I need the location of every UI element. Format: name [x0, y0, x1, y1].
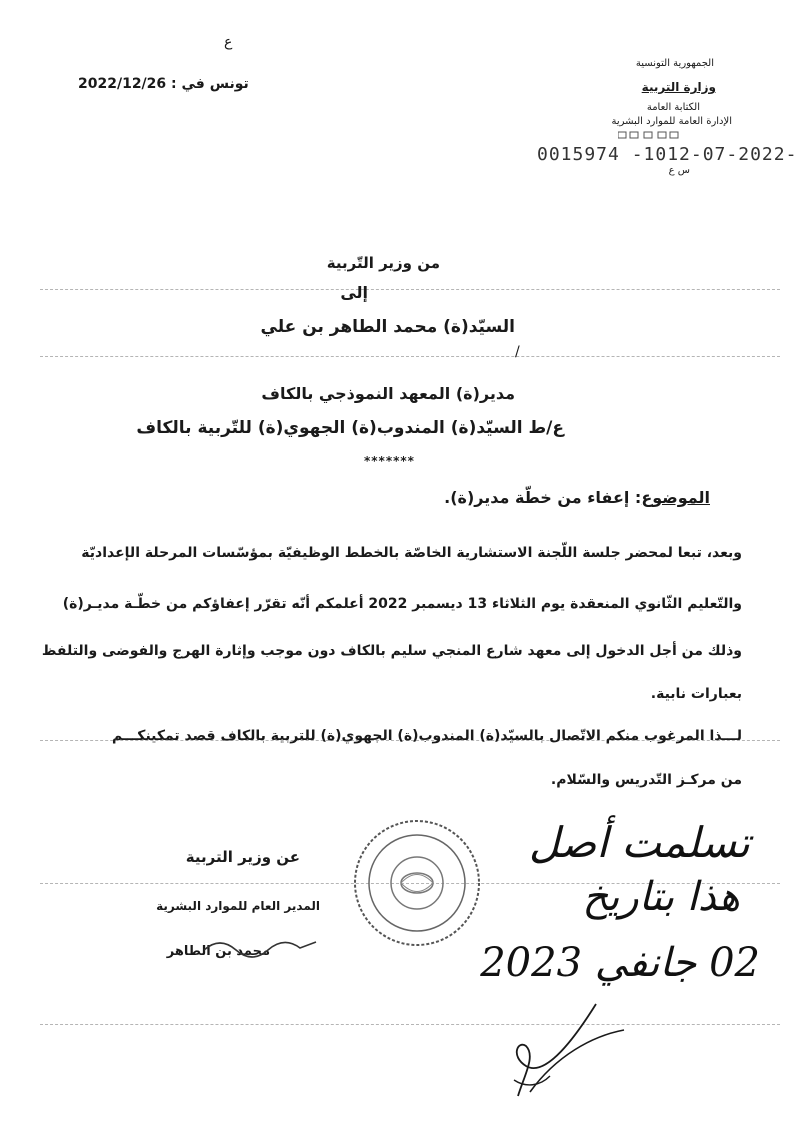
body-line: وبعد، تبعا لمحضر جلسة اللّجنة الاستشارية الخاصّة بالخطط الوظيفيّة بمؤسّسات المرحلة الإعداديّة	[81, 545, 742, 561]
subject-text: : إعفاء من خطّة مدير(ة).	[444, 488, 642, 507]
signature-position: المدير العام للموارد البشرية	[156, 899, 320, 913]
body-line: والتّعليم الثّانوي المنعقدة يوم الثلاثاء 13 ديسمبر 2022 أعلمكم أنّه تقرّر إعفاؤكم من خطّـة مديـر(ة)	[62, 596, 742, 612]
handwritten-mark: /	[515, 344, 520, 360]
body-line: من مركـز التّدريس والسّلام.	[550, 772, 742, 788]
signature-signer: محمد بن الطاهر	[166, 944, 270, 959]
recipient-signature	[496, 996, 636, 1106]
reference-number: 0015974 -1012-07-2022-	[537, 144, 798, 165]
corner-mark: ع	[224, 34, 233, 50]
body-line: لـــذا المرغوب منكم الاتّصال بالسيّد(ة) المندوب(ة) الجهوي(ة) للتربية بالكاف قصد تمكينكـــم	[111, 728, 742, 744]
handwritten-date: 02 جانفي 2023	[480, 940, 760, 986]
scan-artifact-line	[40, 289, 780, 290]
reference-code: س ع	[668, 165, 690, 176]
recipient-title: مدير(ة) المعهد النموذجي بالكاف	[261, 384, 515, 403]
subject-label: الموضوع	[641, 488, 710, 507]
place-date: تونس في : 2022/12/26	[78, 76, 249, 92]
official-seal-icon	[352, 818, 482, 948]
to-label: إلى	[340, 283, 368, 302]
ministry-name: وزارة التربية	[641, 80, 716, 94]
handwritten-received: تسلمت أصل	[528, 818, 750, 867]
body-line: وذلك من أجل الدخول إلى معهد شارع المنجي سليم بالكاف دون موجب وإثارة الهرج والفوضى والتلفظ	[41, 643, 742, 659]
hr-directorate: الإدارة العامة للموارد البشرية	[611, 116, 732, 127]
signature-on-behalf: عن وزير التربية	[185, 848, 300, 866]
body-line: بعبارات نابية.	[650, 686, 742, 702]
handwritten-dated: هذا بتاريخ	[582, 874, 740, 920]
recipient-name: السيّد(ة) محمد الطاهر بن علي	[260, 317, 515, 337]
reference-barcode-icon	[618, 130, 680, 140]
sender-line: من وزير التّربية	[326, 254, 440, 272]
scan-artifact-line	[40, 1024, 780, 1025]
separator-stars: *******	[364, 454, 415, 468]
republic-name: الجمهورية التونسية	[635, 58, 714, 69]
typed-signature-scribble	[200, 932, 320, 962]
general-secretariat: الكتابة العامة	[646, 102, 700, 113]
via-line: ع/ط السيّد(ة) المندوب(ة) الجهوي(ة) للتّربية بالكاف	[136, 418, 564, 438]
scan-artifact-line	[40, 356, 780, 357]
subject-line	[444, 488, 710, 507]
